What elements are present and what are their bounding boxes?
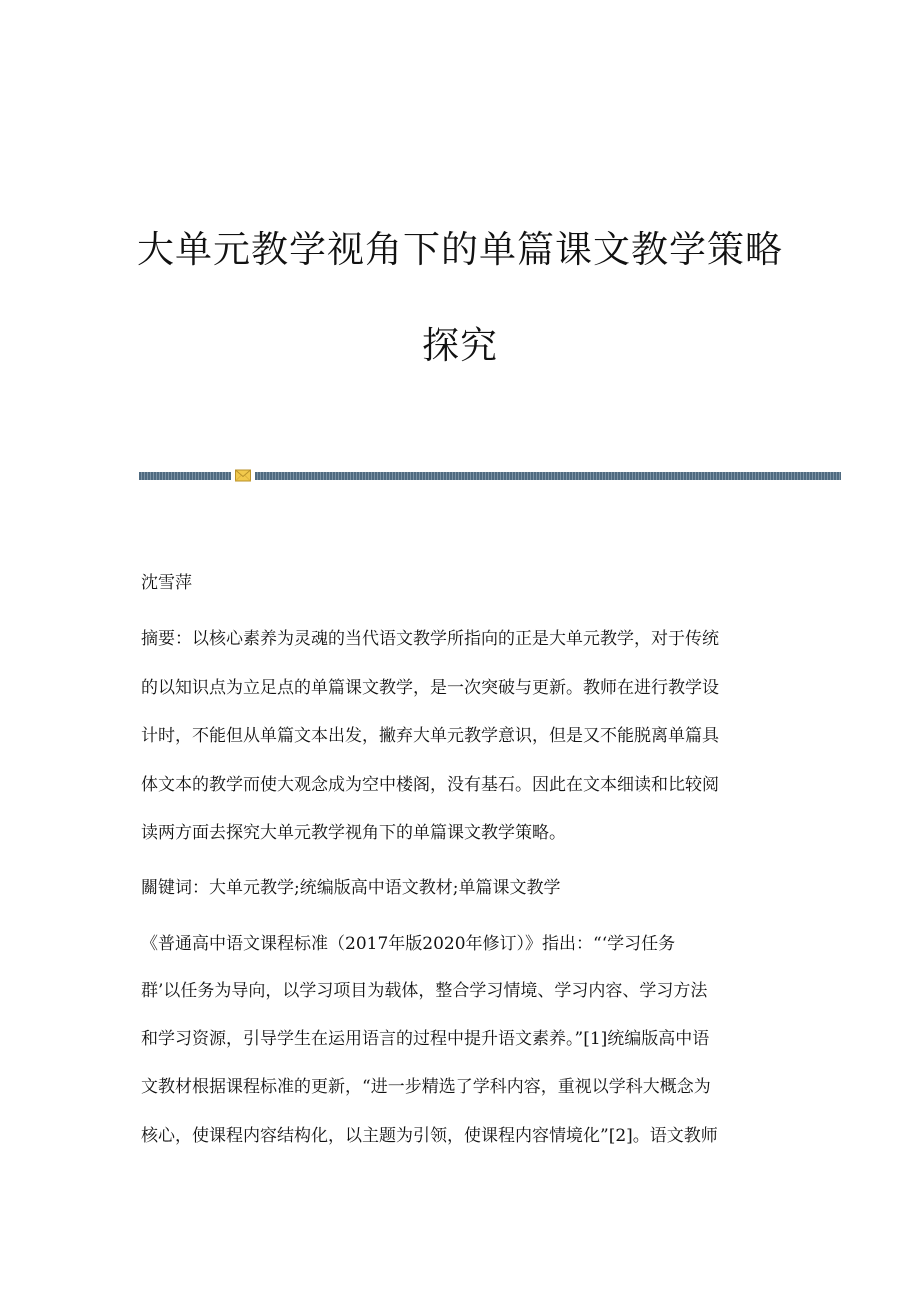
- abstract-line: 摘要：以核心素养为灵魂的当代语文教学所指向的正是大单元教学，对于传统: [141, 629, 719, 649]
- body-paragraph-line: 核心，使课程内容结构化，以主题为引领，使课程内容情境化”[2]。语文教师: [141, 1126, 718, 1146]
- body-paragraph-line: 群’以任务为导向，以学习项目为载体，整合学习情境、学习内容、学习方法: [141, 981, 708, 1001]
- body-paragraph-line: 《普通高中语文课程标准（2017年版2020年修订）》指出：“‘学习任务: [141, 934, 676, 954]
- envelope-icon: [235, 469, 251, 482]
- abstract-line: 体文本的教学而使大观念成为空中楼阁，没有基石。因此在文本细读和比较阅: [141, 775, 719, 795]
- body-paragraph-line: 文教材根据课程标准的更新，“进一步精选了学科内容，重视以学科大概念为: [141, 1077, 711, 1097]
- divider-bar-left: [139, 472, 231, 480]
- body-paragraph-line: 和学习资源，引导学生在运用语言的过程中提升语文素养。”[1]统编版高中语: [141, 1029, 710, 1049]
- author-name: 沈雪萍: [141, 573, 192, 593]
- divider-bar-right: [255, 472, 841, 480]
- abstract-line: 计时，不能但从单篇文本出发，撇弃大单元教学意识，但是又不能脱离单篇具: [141, 726, 719, 746]
- document-title-line-1: 大单元教学视角下的单篇课文教学策略: [137, 228, 783, 271]
- abstract-line: 读两方面去探究大单元教学视角下的单篇课文教学策略。: [141, 823, 566, 843]
- title-divider: [139, 469, 841, 483]
- abstract-line: 的以知识点为立足点的单篇课文教学，是一次突破与更新。教师在进行教学设: [141, 678, 719, 698]
- document-title-line-2: 探究: [422, 324, 498, 367]
- keywords-line: 關键词：大单元教学;统编版高中语文教材;单篇课文教学: [141, 878, 561, 898]
